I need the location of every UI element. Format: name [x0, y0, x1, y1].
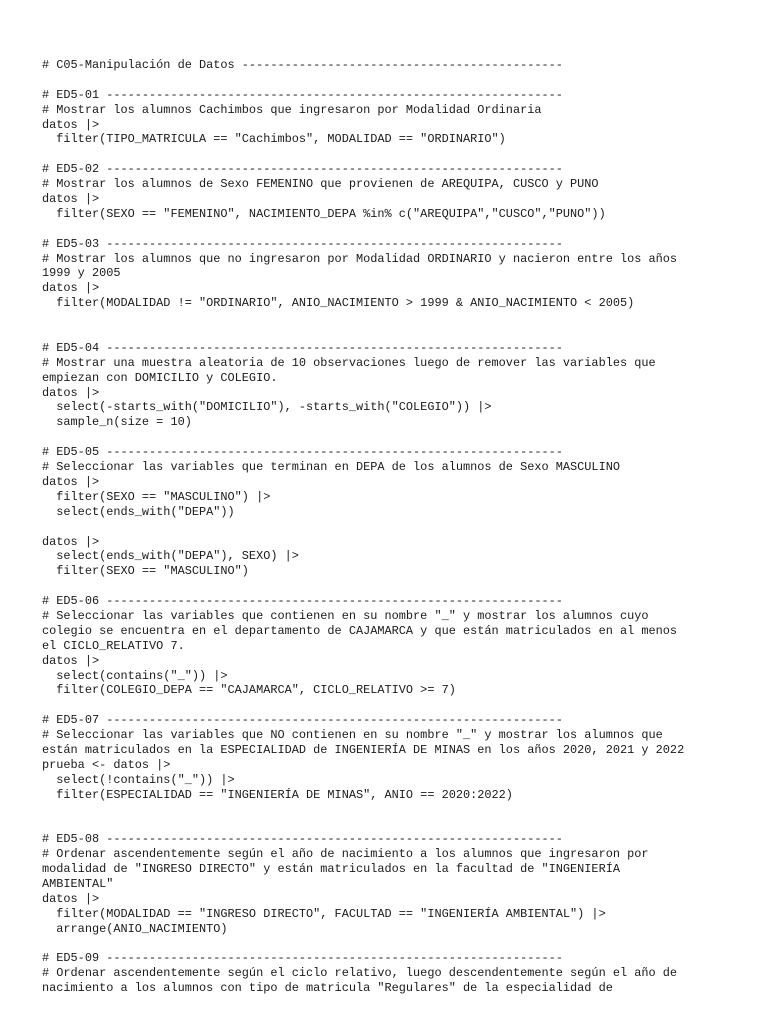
code-line: modalidad de "INGRESO DIRECTO" y están matriculados en la facultad de "INGENIERÍA [42, 862, 620, 877]
code-listing [42, 58, 732, 996]
code-line: datos |> [42, 192, 100, 207]
code-line: # Ordenar ascendentemente según el ciclo relativo, luego descendentemente según el año de [42, 966, 678, 981]
blank-line [42, 326, 732, 341]
code-line: datos |> [42, 653, 100, 668]
code-line: # ED5-05 ---------------------------------------------------------------- [42, 445, 563, 460]
blank-line [42, 222, 732, 237]
blank-line [42, 579, 732, 594]
code-line: filter(SEXO == "FEMENINO", NACIMIENTO_DEPA %in% c("AREQUIPA","CUSCO","PUNO")) [42, 206, 606, 221]
blank-line [42, 803, 732, 818]
code-line: filter(TIPO_MATRICULA == "Cachimbos", MODALIDAD == "ORDINARIO") [42, 132, 506, 147]
code-line: # Mostrar los alumnos de Sexo FEMENINO que provienen de AREQUIPA, CUSCO y PUNO [42, 177, 599, 192]
code-line: el CICLO_RELATIVO 7. [42, 638, 185, 653]
code-line: filter(ESPECIALIDAD == "INGENIERÍA DE MINAS", ANIO == 2020:2022) [42, 787, 513, 802]
code-line: select(contains("_")) |> [42, 668, 228, 683]
code-line: select(ends_with("DEPA")) [42, 504, 235, 519]
code-line: select(ends_with("DEPA"), SEXO) |> [42, 549, 299, 564]
code-line: están matriculados en la ESPECIALIDAD de INGENIERÍA DE MINAS en los años 2020, 2021 y 2022 [42, 742, 685, 757]
code-line: 1999 y 2005 [42, 266, 121, 281]
blank-line [42, 698, 732, 713]
code-line: # ED5-03 ---------------------------------------------------------------- [42, 236, 563, 251]
code-line: # Mostrar los alumnos que no ingresaron por Modalidad ORDINARIO y nacieron entre los años [42, 251, 678, 266]
blank-line [42, 73, 732, 88]
code-line: datos |> [42, 281, 100, 296]
code-line: # C05-Manipulación de Datos --------------------------------------------- [42, 58, 563, 72]
code-line: filter(MODALIDAD != "ORDINARIO", ANIO_NACIMIENTO > 1999 & ANIO_NACIMIENTO < 2005) [42, 296, 635, 311]
blank-line [42, 937, 732, 952]
blank-line [42, 817, 732, 832]
code-line: filter(MODALIDAD == "INGRESO DIRECTO", FACULTAD == "INGENIERÍA AMBIENTAL") |> [42, 906, 606, 921]
code-line: filter(SEXO == "MASCULINO") [42, 564, 249, 579]
code-line: # ED5-07 ---------------------------------------------------------------- [42, 713, 563, 728]
code-line: filter(COLEGIO_DEPA == "CAJAMARCA", CICLO_RELATIVO >= 7) [42, 683, 456, 698]
code-line: datos |> [42, 534, 100, 549]
blank-line [42, 430, 732, 445]
code-line: arrange(ANIO_NACIMIENTO) [42, 921, 228, 936]
code-line: prueba <- datos |> [42, 757, 171, 772]
code-line: datos |> [42, 385, 100, 400]
code-line: # ED5-04 ---------------------------------------------------------------- [42, 340, 563, 355]
code-line: datos |> [42, 891, 100, 906]
code-line: AMBIENTAL" [42, 876, 114, 891]
code-line: nacimiento a los alumnos con tipo de matricula "Regulares" de la especialidad de [42, 981, 613, 996]
code-line: empiezan con DOMICILIO y COLEGIO. [42, 370, 278, 385]
code-line: # Seleccionar las variables que contienen en su nombre "_" y mostrar los alumnos cuyo [42, 608, 649, 623]
code-line: datos |> [42, 117, 100, 132]
code-line: colegio se encuentra en el departamento de CAJAMARCA y que están matriculados en al menos [42, 623, 678, 638]
code-line: # ED5-08 ---------------------------------------------------------------- [42, 832, 563, 847]
code-line: select(!contains("_")) |> [42, 772, 235, 787]
blank-line [42, 520, 732, 535]
code-line: # ED5-01 ---------------------------------------------------------------- [42, 87, 563, 102]
code-line: # Seleccionar las variables que terminan en DEPA de los alumnos de Sexo MASCULINO [42, 460, 620, 475]
code-line: # ED5-09 ---------------------------------------------------------------- [42, 951, 563, 966]
code-line: # ED5-02 ---------------------------------------------------------------- [42, 162, 563, 177]
code-line: filter(SEXO == "MASCULINO") |> [42, 489, 271, 504]
code-line: sample_n(size = 10) [42, 415, 192, 430]
blank-line [42, 311, 732, 326]
code-line: # Mostrar una muestra aleatoria de 10 observaciones luego de remover las variables que [42, 355, 656, 370]
code-line: # Ordenar ascendentemente según el año de nacimiento a los alumnos que ingresaron por [42, 847, 649, 862]
code-line: # ED5-06 ---------------------------------------------------------------- [42, 594, 563, 609]
code-line: # Mostrar los alumnos Cachimbos que ingresaron por Modalidad Ordinaria [42, 102, 542, 117]
blank-line [42, 147, 732, 162]
code-line: # Seleccionar las variables que NO contienen en su nombre "_" y mostrar los alumnos que [42, 728, 663, 743]
code-line: datos |> [42, 474, 100, 489]
code-line: select(-starts_with("DOMICILIO"), -starts_with("COLEGIO")) |> [42, 400, 492, 415]
